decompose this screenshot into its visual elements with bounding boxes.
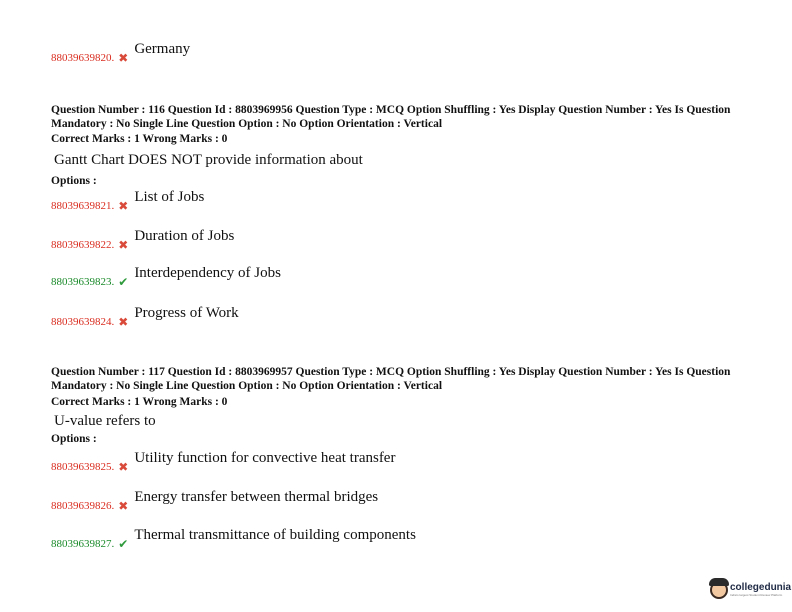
collegedunia-logo: [710, 578, 792, 602]
cross-icon: ✖: [118, 499, 129, 513]
option-text: Interdependency of Jobs: [134, 265, 281, 281]
option-row: [51, 266, 281, 288]
option-text: Energy transfer between thermal bridges: [134, 489, 379, 505]
question-text: Gantt Chart DOES NOT provide information about: [54, 152, 363, 168]
option-row: [51, 528, 416, 550]
cross-icon: ✖: [118, 199, 129, 213]
option-row: [51, 190, 204, 212]
option-text: Utility function for convective heat transfer: [134, 450, 396, 466]
question-header: Question Number : 116 Question Id : 8803969956 Question Type : MCQ Option Shuffling : Yes Display Question Number : Yes Is Question Mandatory : No Single Line Question Option : No Option Orientation : Vertical: [51, 104, 731, 130]
cross-icon: ✖: [118, 51, 129, 65]
logo-brand: collegedunia: [730, 582, 792, 593]
option-text: List of Jobs: [134, 189, 205, 205]
question-header: Question Number : 117 Question Id : 8803969957 Question Type : MCQ Option Shuffling : Yes Display Question Number : Yes Is Question Mandatory : No Single Line Question Option : No Option Orientation : Vertical: [51, 366, 731, 392]
options-label: Options :: [51, 433, 97, 445]
cross-icon: ✖: [118, 315, 129, 329]
option-text: Duration of Jobs: [134, 228, 235, 244]
question-text: U-value refers to: [54, 413, 156, 429]
option-row: [51, 451, 395, 473]
option-id: 88039639820.: [51, 52, 115, 64]
logo-words: [730, 583, 791, 597]
option-id: 88039639822.: [51, 239, 115, 251]
option-id: 88039639824.: [51, 316, 115, 328]
option-id: 88039639827.: [51, 538, 115, 550]
option-text: Thermal transmittance of building components: [134, 527, 416, 543]
question-marks: Correct Marks : 1 Wrong Marks : 0: [51, 396, 228, 408]
option-id: 88039639823.: [51, 276, 115, 288]
check-icon: ✔: [118, 537, 129, 551]
option-row: [51, 490, 378, 512]
question-marks: Correct Marks : 1 Wrong Marks : 0: [51, 133, 228, 145]
logo-tagline: India's largest Student Review Platform: [730, 593, 783, 597]
cross-icon: ✖: [118, 460, 129, 474]
option-id: 88039639826.: [51, 500, 115, 512]
option-id: 88039639821.: [51, 200, 115, 212]
option-text: Progress of Work: [134, 305, 239, 321]
option-row: [51, 42, 190, 64]
option-id: 88039639825.: [51, 461, 115, 473]
check-icon: ✔: [118, 275, 129, 289]
option-row: [51, 306, 239, 328]
option-text: Germany: [134, 41, 191, 57]
mascot-icon: [710, 581, 728, 599]
cross-icon: ✖: [118, 238, 129, 252]
option-row: [51, 229, 234, 251]
options-label: Options :: [51, 175, 97, 187]
